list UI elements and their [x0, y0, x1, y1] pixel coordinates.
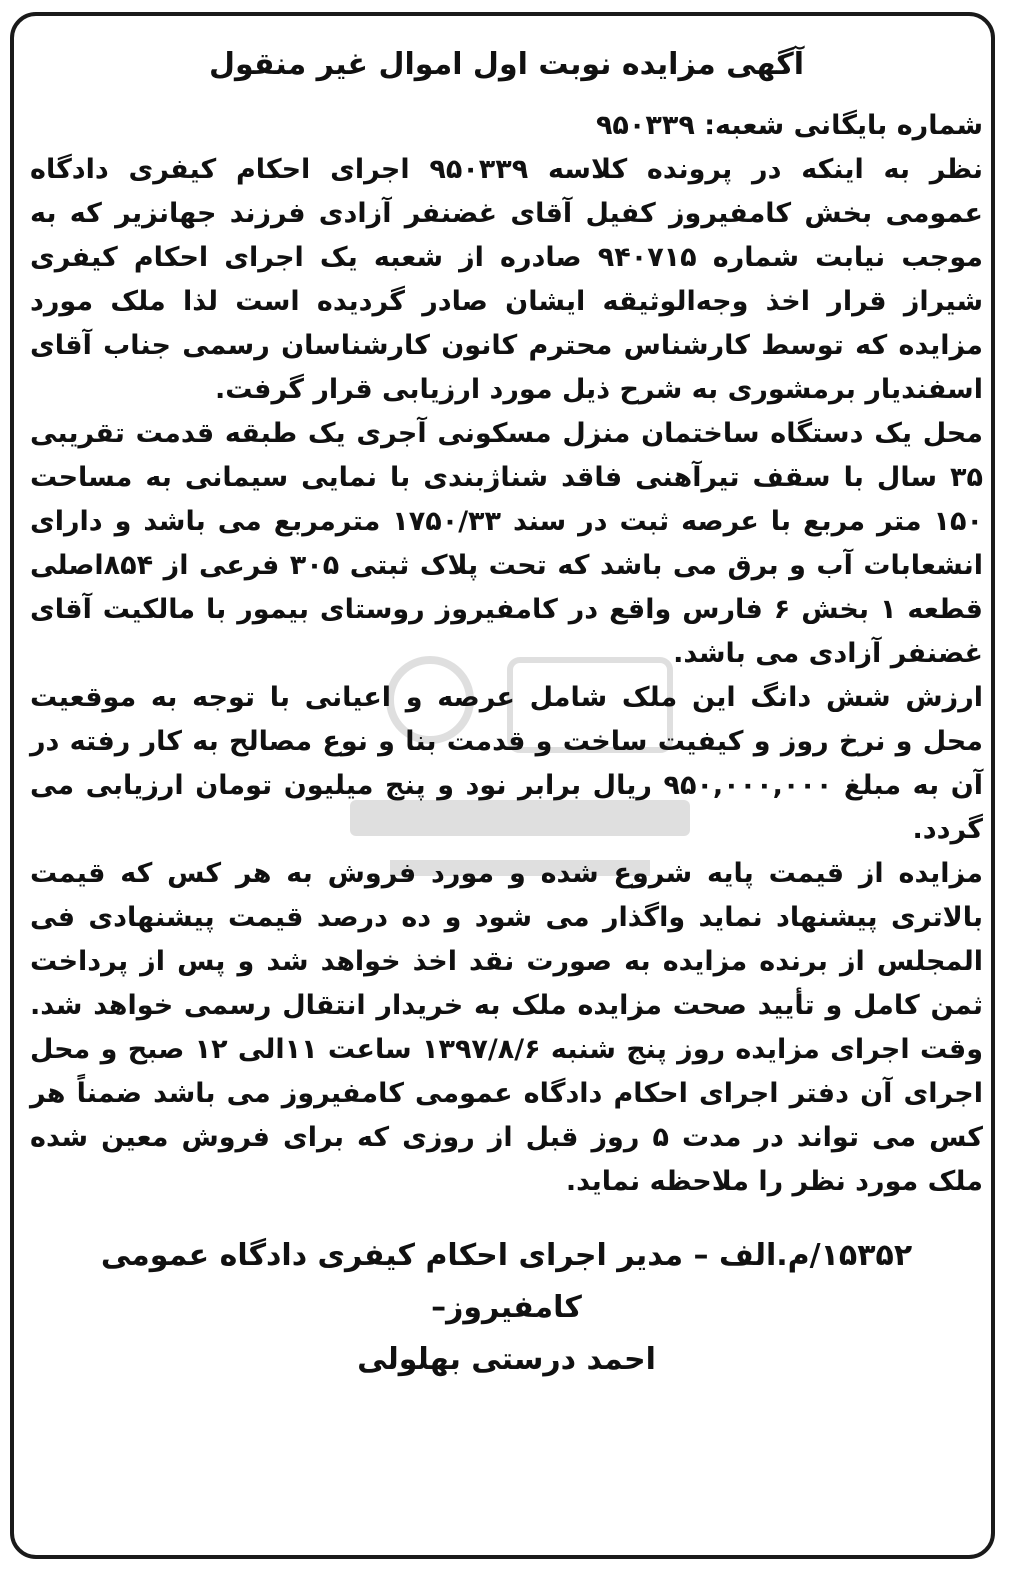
signature-title: ۱۵۳۵۲/م.الف – مدیر اجرای احکام کیفری دادگاه عمومی کامفیروز–	[100, 1238, 913, 1325]
paragraph-property-description: محل یک دستگاه ساختمان منزل مسکونی آجری یک طبقه قدمت تقریبی ۳۵ سال با سقف تیرآهنی فاقد شناژبندی با نمایی سیمانی به مساحت ۱۵۰ متر مربع با عرصه ثبت در سند ۱۷۵۰/۳۳ مترمربع می باشد و دارای انشعابات آب و برق می باشد که تحت پلاک ثبتی ۳۰۵ فرعی از ۸۵۴اصلی قطعه ۱ بخش ۶ فارس واقع در کامفیروز روستای بیمور با مالکیت آقای غضنفر آزادی می باشد.	[30, 418, 984, 669]
signature-block	[30, 1230, 983, 1386]
paragraph-valuation: ارزش شش دانگ این ملک شامل عرصه و اعیانی با توجه به موقعیت محل و نرخ روز و کیفیت ساخت و قدمت بنا و نوع مصالح به کار رفته در آن به مبلغ ۹۵۰,۰۰۰,۰۰۰ ریال برابر نود و پنج میلیون تومان ارزیابی می گردد.	[30, 682, 983, 845]
signature-name: احمد درستی بهلولی	[357, 1342, 656, 1377]
paragraph-case-details: نظر به اینکه در پرونده کلاسه ۹۵۰۳۳۹ اجرای احکام کیفری دادگاه عمومی بخش کامفیروز کفیل آقای غضنفر آزادی فرزند جهانزیر که به موجب نیابت شماره ۹۴۰۷۱۵ صادره از شعبه یک اجرای احکام کیفری شیراز قرار اخذ وجه‌الوثیقه ایشان صادر گردیده است لذا ملک مورد مزایده که توسط کارشناس محترم کانون کارشناسان رسمی جناب آقای اسفندیار برمشوری به شرح ذیل مورد ارزیابی قرار گرفت.	[30, 154, 984, 405]
paragraph-auction-terms: مزایده از قیمت پایه شروع شده و مورد فروش به هر کس که قیمت بالاتری پیشنهاد نماید واگذار می شود و ده درصد قیمت پیشنهادی فی المجلس از برنده مزایده به صورت نقد اخذ خواهد شد و پس از پرداخت ثمن کامل و تأیید صحت مزایده ملک به خریدار انتقال رسمی خواهد شد. وقت اجرای مزایده روز پنج شنبه ۱۳۹۷/۸/۶ ساعت ۱۱الی ۱۲ صبح و محل اجرای آن دفتر اجرای احکام دادگاه عمومی کامفیروز می باشد ضمناً هر کس می تواند در مدت ۵ روز قبل از روزی که برای فروش معین شده ملک مورد نظر را ملاحظه نماید.	[30, 858, 984, 1197]
auction-notice	[30, 40, 983, 1386]
archive-number: شماره بایگانی شعبه: ۹۵۰۳۳۹	[595, 110, 983, 141]
notice-title: آگهی مزایده نوبت اول اموال غیر منقول	[208, 47, 805, 82]
